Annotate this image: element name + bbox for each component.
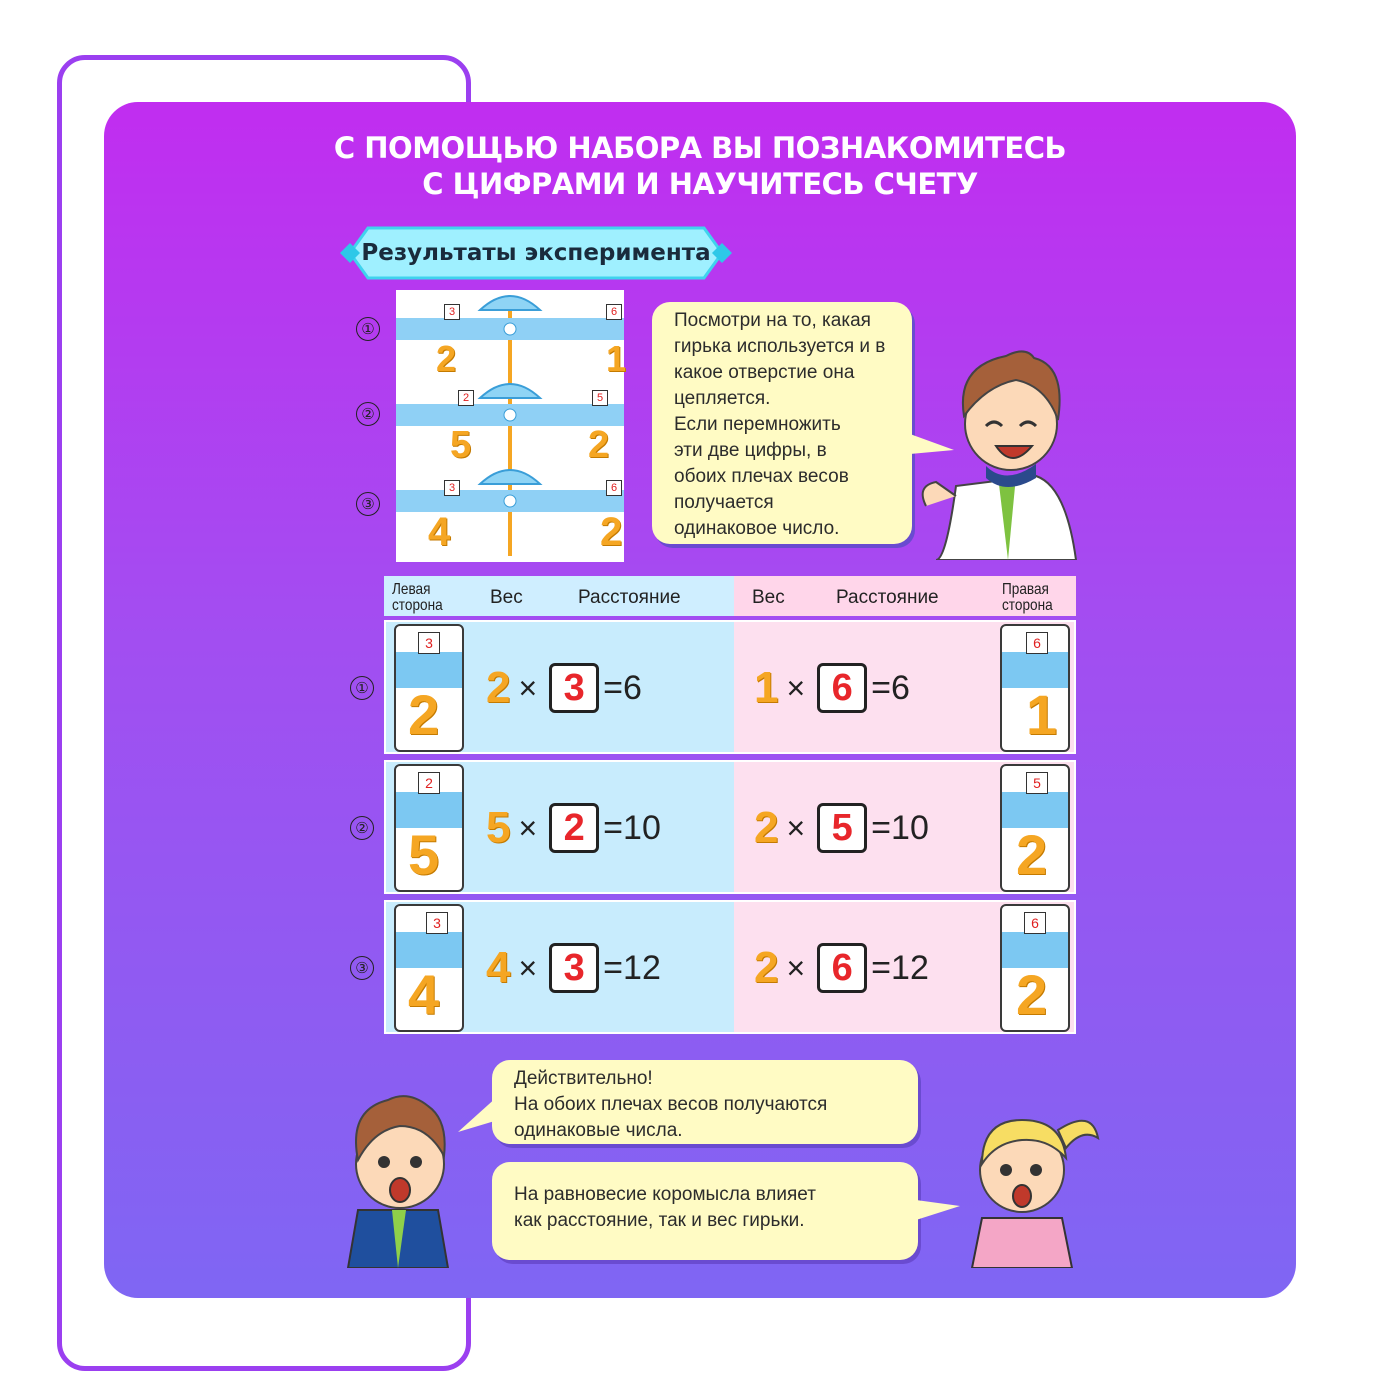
left-equation	[486, 938, 661, 994]
header-left-side: Левая сторона	[392, 581, 443, 614]
header-right-side: Правая сторона	[1002, 581, 1053, 614]
scale-1-left-tag: 3	[444, 304, 460, 320]
weight-value: 4	[486, 943, 511, 993]
marker-1: ①	[356, 317, 380, 341]
equals-sign: =	[871, 809, 892, 848]
weight-value: 2	[754, 943, 779, 993]
header-weight-right: Вес	[752, 587, 785, 608]
card-tag: 6	[1024, 912, 1046, 934]
weight-value: 5	[486, 803, 511, 853]
result-value: 6	[891, 669, 910, 708]
speech-bubble-girl-text: На равновесие коромысла влияет как расстояние, так и вес гирьки.	[514, 1184, 816, 1231]
distance-box: 3	[549, 663, 599, 713]
scale-3-left-weight: 4	[428, 510, 451, 554]
result-value: 6	[623, 669, 642, 708]
card-tag: 6	[1026, 632, 1048, 654]
marker-2: ②	[356, 402, 380, 426]
distance-box: 5	[817, 803, 867, 853]
scale-3-right-weight: 2	[600, 510, 623, 554]
card-weight: 4	[408, 963, 440, 1026]
left-equation	[486, 658, 642, 714]
equals-sign: =	[871, 669, 892, 708]
weight-value: 2	[486, 663, 511, 713]
scale-3-right-tag: 6	[606, 480, 622, 496]
table-row	[355, 900, 1076, 1034]
card-weight: 2	[1016, 963, 1048, 1026]
marker-3: ③	[356, 492, 380, 516]
times-sign: ×	[518, 810, 538, 847]
distance-box: 6	[817, 943, 867, 993]
scale-3-left-tag: 3	[444, 480, 460, 496]
boy-scientist-illustration	[916, 346, 1086, 560]
distance-box: 6	[817, 663, 867, 713]
times-sign: ×	[518, 950, 538, 987]
distance-box: 2	[549, 803, 599, 853]
times-sign: ×	[786, 670, 806, 707]
right-equation	[754, 798, 929, 854]
result-value: 12	[891, 949, 929, 988]
card-weight: 1	[1026, 683, 1058, 746]
section-label: Результаты эксперимента	[361, 240, 711, 266]
result-value: 12	[623, 949, 661, 988]
right-card	[1000, 904, 1070, 1032]
speech-bubble-boy	[492, 1060, 918, 1144]
equals-sign: =	[603, 809, 624, 848]
speech-bubble-boy-text: Действительно! На обоих плечах весов получаются одинаковые числа.	[514, 1068, 828, 1141]
result-value: 10	[891, 809, 929, 848]
scale-1-right-weight: 1	[606, 338, 627, 379]
header-distance-right: Расстояние	[836, 587, 939, 608]
speech-bubble-top-text: Посмотри на то, какая гирька используется и в какое отверстие она цепляется. Если перемножить эти две цифры, в обоих плечах весов получается одинаковое число.	[674, 310, 886, 539]
bubble-girl-tail	[916, 1198, 962, 1222]
boy-illustration	[338, 1090, 454, 1268]
scale-1-left-weight: 2	[436, 338, 457, 379]
card-weight: 2	[1016, 823, 1048, 886]
card-tag: 2	[418, 772, 440, 794]
speech-bubble-girl	[492, 1162, 918, 1260]
page-title	[104, 130, 1296, 202]
times-sign: ×	[518, 670, 538, 707]
speech-bubble-top	[652, 302, 912, 544]
scales-diagram	[396, 290, 627, 562]
scale-2-right-tag: 5	[592, 390, 608, 406]
right-equation	[754, 938, 929, 994]
equals-sign: =	[871, 949, 892, 988]
scale-1-right-tag: 6	[606, 304, 622, 320]
card-tag: 3	[426, 912, 448, 934]
header-weight-left: Вес	[490, 587, 523, 608]
row-marker: ②	[350, 816, 374, 840]
left-card	[394, 904, 464, 1032]
equals-sign: =	[603, 949, 624, 988]
table-header	[384, 576, 1076, 616]
left-card	[394, 624, 464, 752]
left-card	[394, 764, 464, 892]
right-equation	[754, 658, 910, 714]
header-distance-left: Расстояние	[578, 587, 681, 608]
card-weight: 5	[408, 823, 440, 886]
bubble-boy-tail	[458, 1092, 498, 1136]
right-card	[1000, 624, 1070, 752]
content-panel	[104, 102, 1296, 1298]
scale-2-left-tag: 2	[458, 390, 474, 406]
scale-2-left-weight: 5	[450, 424, 472, 466]
left-equation	[486, 798, 661, 854]
girl-illustration	[962, 1098, 1102, 1268]
card-tag: 3	[418, 632, 440, 654]
result-value: 10	[623, 809, 661, 848]
card-weight: 2	[408, 683, 440, 746]
distance-box: 3	[549, 943, 599, 993]
row-marker: ③	[350, 956, 374, 980]
table-row	[355, 760, 1076, 894]
times-sign: ×	[786, 950, 806, 987]
weight-value: 1	[754, 663, 779, 713]
card-tag: 5	[1026, 772, 1048, 794]
title-line-2: С ЦИФРАМИ И НАУЧИТЕСЬ СЧЕТУ	[422, 167, 978, 201]
row-marker: ①	[350, 676, 374, 700]
weight-value: 2	[754, 803, 779, 853]
right-card	[1000, 764, 1070, 892]
equals-sign: =	[603, 669, 624, 708]
title-line-1: С ПОМОЩЬЮ НАБОРА ВЫ ПОЗНАКОМИТЕСЬ	[333, 131, 1067, 165]
times-sign: ×	[786, 810, 806, 847]
section-banner	[340, 224, 732, 282]
results-table	[355, 576, 1076, 1138]
table-row	[355, 620, 1076, 754]
scale-2-right-weight: 2	[588, 424, 610, 466]
